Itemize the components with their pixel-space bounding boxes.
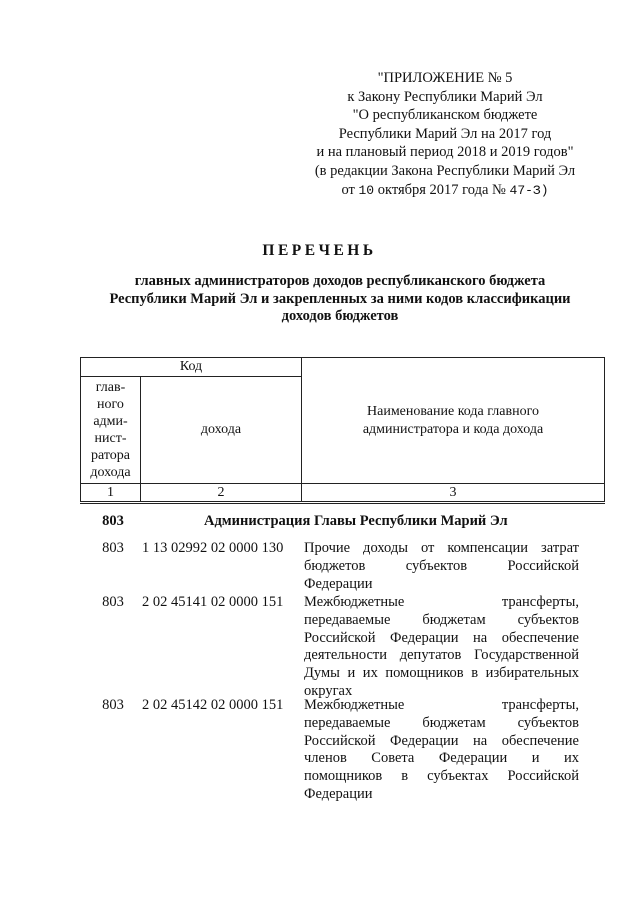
row-name-line: передаваемые бюджетам субъектов [304,611,579,628]
annex-line: "О республиканском бюджете [352,107,538,124]
name-header-line: администратора и кода дохода [362,421,544,437]
row-income-code: 2 02 45141 02 0000 151 [142,594,284,610]
annex-line: "ПРИЛОЖЕНИЕ № 5 [377,70,513,86]
row-name-line: округах [304,682,353,699]
row-name-line: передаваемые бюджетам субъектов [304,714,579,731]
annex-line: и на плановый период 2018 и 2019 годов" [316,144,574,161]
row-name-line: помощников в субъектах Российской [304,768,579,785]
column-number: 2 [141,484,302,503]
income-column-header: дохода [141,377,302,484]
row-admin-code: 803 [102,594,124,610]
row-admin-code: 803 [102,697,124,713]
name-header-line: Наименование кода главного [367,403,539,419]
column-number: 3 [302,484,605,503]
admin-header-line: ратора [91,448,130,463]
row-name-line: Межбюджетные трансферты, [304,594,579,610]
row-name-line: Федерации [304,575,373,592]
row-name-line: Российской Федерации на обеспечение [304,629,579,646]
annex-line: к Закону Республики Марий Эл [347,88,543,105]
row-name-line: Федерации [304,785,373,802]
row-income-code: 2 02 45142 02 0000 151 [142,697,284,713]
law-number: 47-З) [509,182,549,198]
row-income-code: 1 13 02992 02 0000 130 [142,540,284,556]
table-header [80,357,605,504]
subtitle-line: доходов бюджетов [281,308,399,325]
row-name-line: бюджетов субъектов Российской [304,557,579,574]
admin-header-line: ного [97,397,124,412]
section-admin-code: 803 [102,513,124,529]
annex-date-line [290,181,600,201]
row-name [304,697,579,804]
annex-line: Республики Марий Эл на 2017 год [338,125,552,142]
annex-line: (в редакции Закона Республики Марий Эл [314,162,576,179]
subtitle-line: Республики Марий Эл и закрепленных за ними кодов классификации [109,290,571,307]
date-prefix: от [341,181,355,198]
row-name-line: Прочие доходы от компенсации затрат [304,540,579,556]
column-number: 1 [81,484,141,503]
section-title: Администрация Главы Республики Марий Эл [204,513,508,529]
name-column-header [302,358,605,484]
row-name-line: членов Совета Федерации и их [304,750,579,767]
row-name-line: Российской Федерации на обеспечение [304,732,579,749]
row-name-line: Межбюджетные трансферты, [304,697,579,713]
date-suffix: октября 2017 года № [377,181,506,198]
admin-header-line: дохода [90,465,131,480]
row-admin-code: 803 [102,540,124,556]
admin-header-line: нист- [94,431,127,446]
document-subtitle [60,273,620,326]
row-name [304,540,579,593]
document-title: ПЕРЕЧЕНЬ [262,242,377,259]
annex-header [290,69,600,200]
admin-header-line: глав- [95,380,126,395]
row-name-line: Думы и их помощников в избирательных [304,665,579,682]
date-day: 10 [358,182,375,198]
row-name-line: деятельности депутатов Государственной [304,647,579,664]
row-name [304,594,579,701]
admin-header-line: адми- [93,414,128,429]
code-group-header: Код [81,358,302,377]
subtitle-line: главных администраторов доходов республиканского бюджета [134,273,546,289]
admin-column-header [81,377,141,484]
